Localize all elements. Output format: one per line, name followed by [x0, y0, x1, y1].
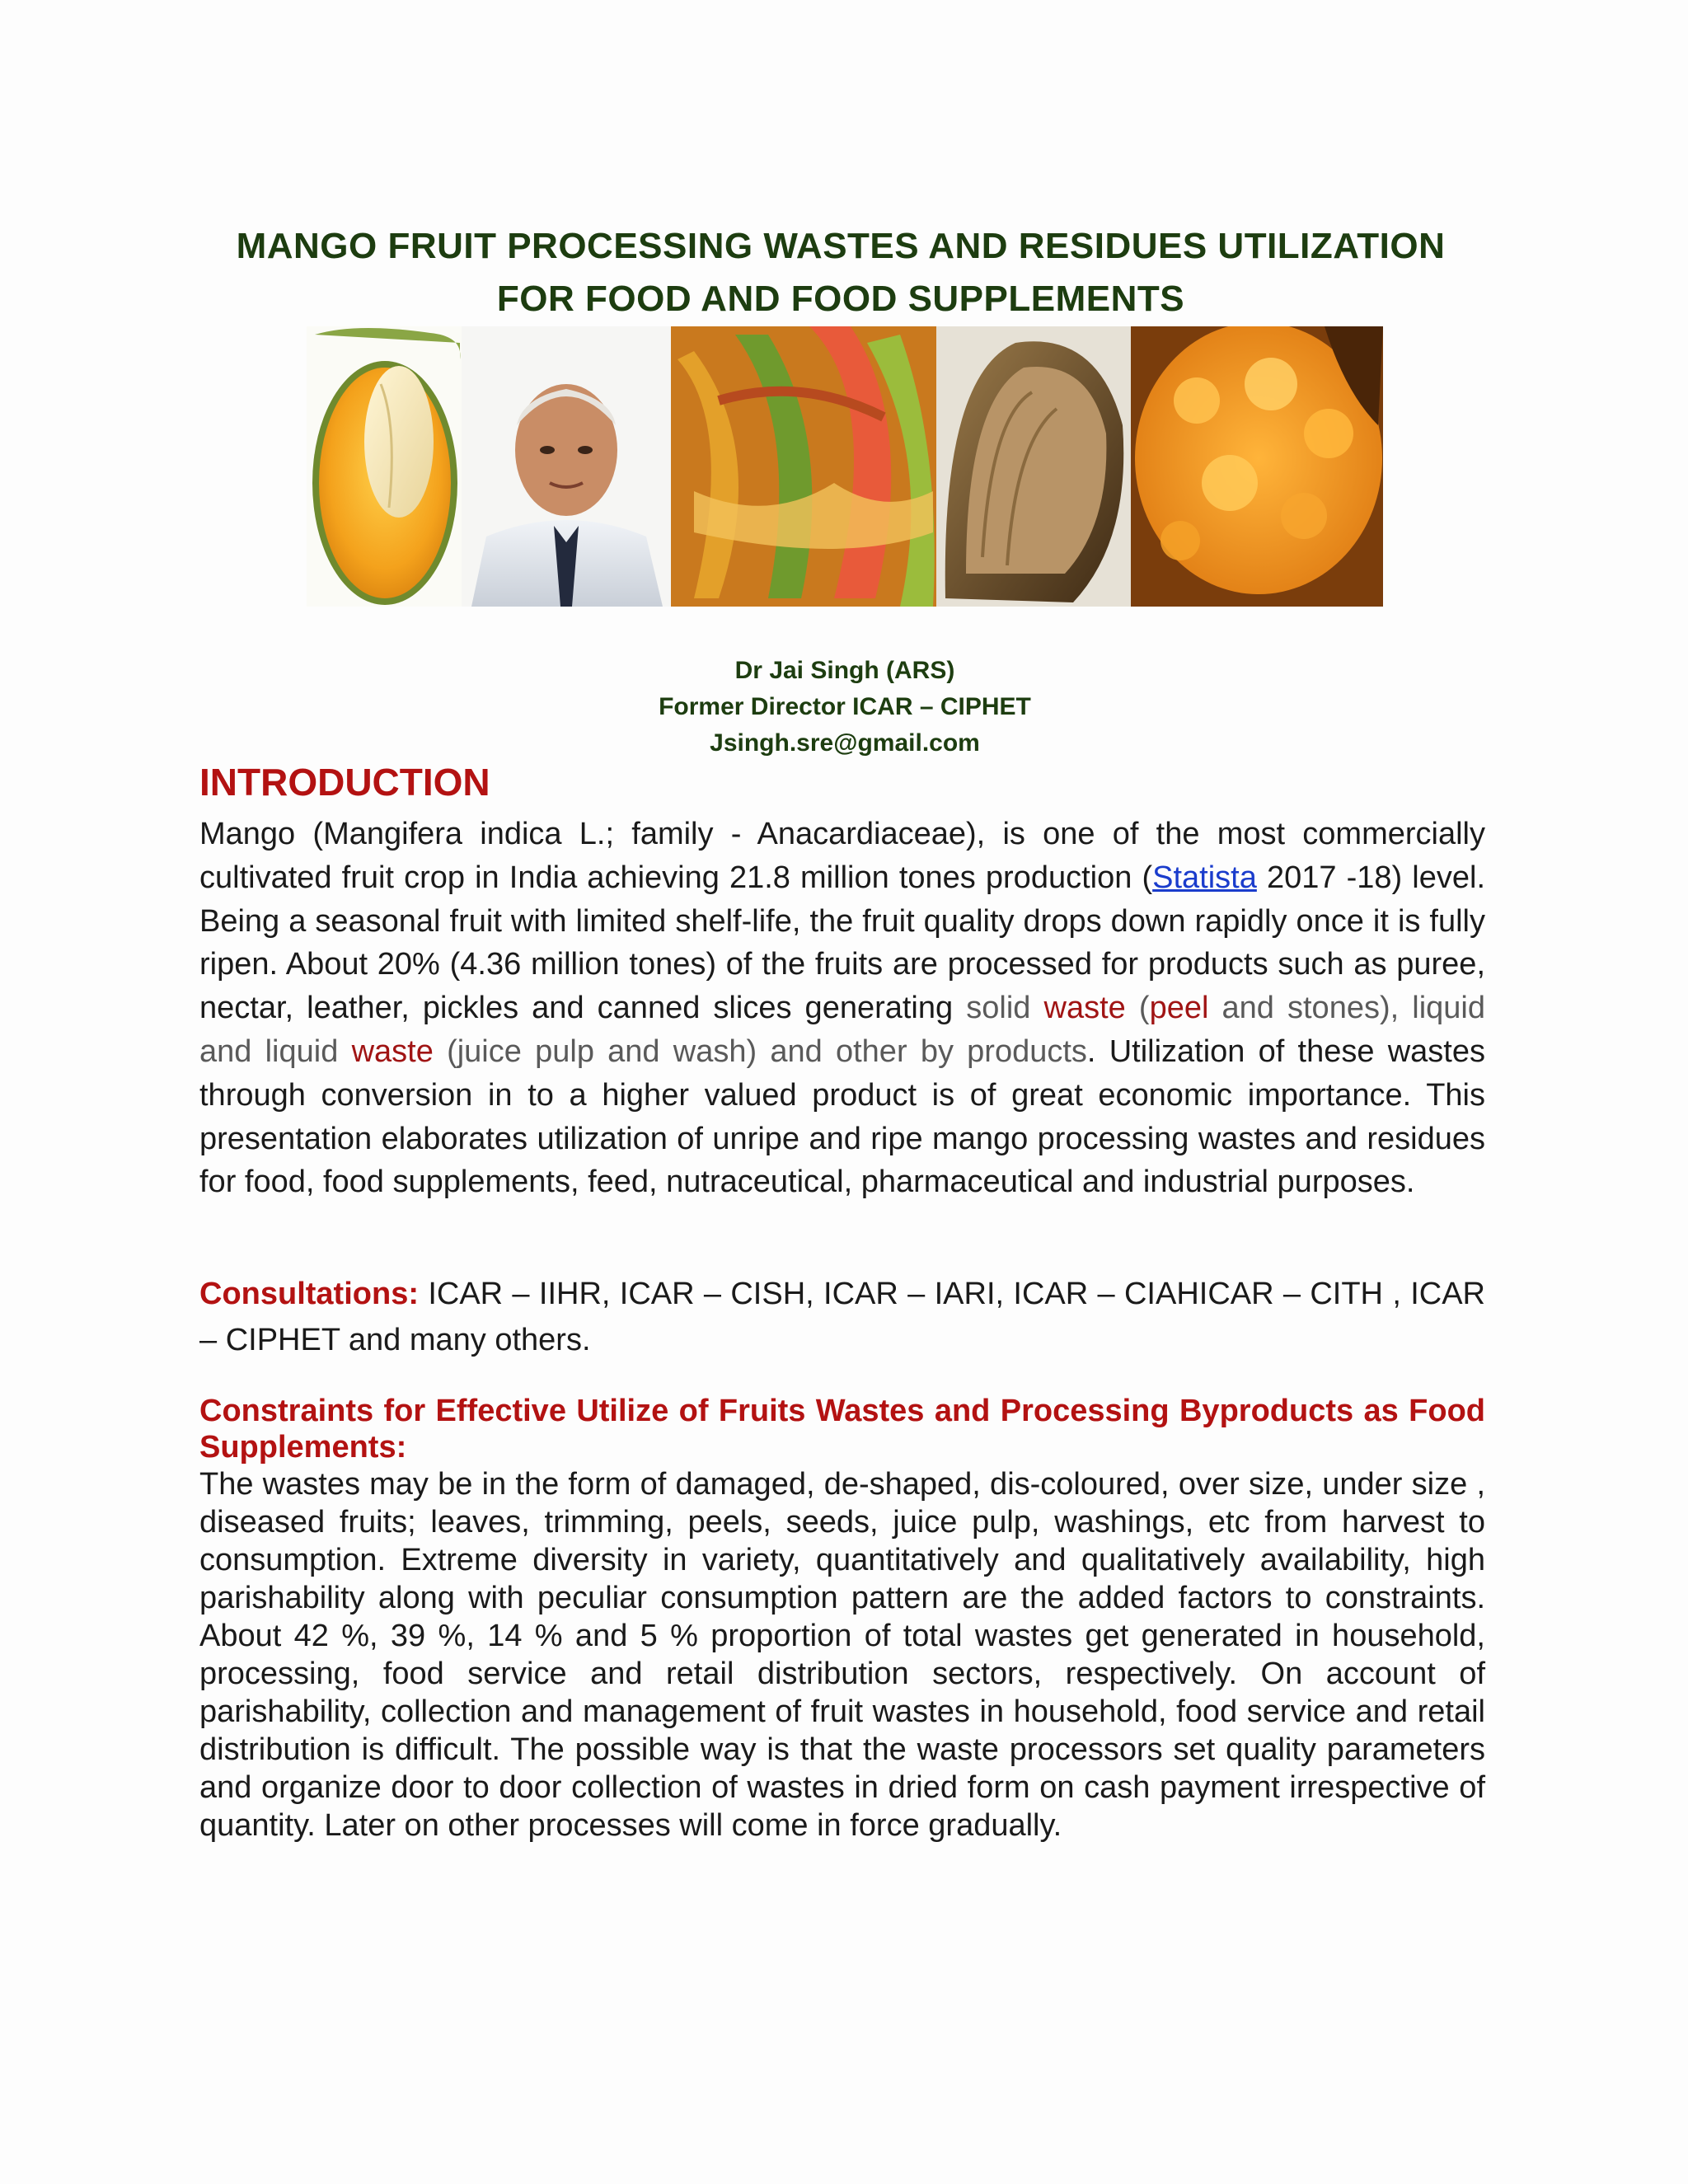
author-email: Jsingh.sre@gmail.com [710, 729, 980, 757]
intro-red-waste-1: waste [1043, 991, 1126, 1026]
intro-grey-1: solid [966, 991, 1044, 1026]
consultations-text: ICAR – IIHR, ICAR – CISH, ICAR – IARI, ICAR – CIAHICAR – CITH , ICAR – CIPHET and many others. [199, 1277, 1485, 1357]
statista-link[interactable]: Statista [1152, 860, 1257, 895]
mango-pulp-image [1131, 326, 1383, 607]
author-role: Former Director ICAR – CIPHET [659, 693, 1031, 720]
intro-red-waste-2: waste [351, 1033, 434, 1069]
constraints-paragraph: The wastes may be in the form of damaged, de-shaped, dis-coloured, over size, under size , diseased fruits; leaves, trimming, peels, seeds, juice pulp, washings, etc from harvest to consumption. Extreme diversity in variety, quantitatively and qualitatively availability, high parishability along with peculiar consumption pattern are the added factors to constraints. About 42 %, 39 %, 14 % and 5 % proportion of total wastes get generated in household, processing, food service and retail distribution sectors, respectively. On account of parishability, collection and management of fruit wastes in household, food service and retail distribution is difficult. The possible way is that the waste processors set quality parameters and organize door to door collection of wastes in dried form on cash payment irrespective of quantity. Later on other processes will come in force gradually. [199, 1467, 1485, 1843]
intro-grey-4: (juice pulp and wash) and other by products [433, 1033, 1087, 1069]
intro-text-1: Mango (Mangifera indica L.; family - Anacardiaceae), is one of the most commercially cultivated fruit crop in India achieving 21.8 million tones production ( [199, 817, 1485, 895]
intro-text-2: 2017 -18) level. Being a seasonal fruit with limited shelf-life, the fruit quality drops down rapidly once it is fully ripen. About 20% (4.36 million tones) of the fruits are processed for products such as puree, nectar, leather, pickles and canned slices generating [199, 860, 1485, 1026]
consultations-label: Consultations: [199, 1277, 419, 1311]
intro-grey-2: ( [1125, 991, 1150, 1026]
author-portrait-image [462, 326, 671, 607]
photo-strip [307, 326, 1383, 607]
title-line-1: MANGO FRUIT PROCESSING WASTES AND RESIDUES UTILIZATION [236, 226, 1446, 267]
intro-red-peel: peel [1149, 991, 1209, 1026]
mango-peels-image [671, 326, 936, 607]
document-title [198, 220, 1484, 326]
introduction-paragraph [199, 813, 1485, 1204]
mango-kernel-image [936, 326, 1131, 607]
introduction-heading: INTRODUCTION [199, 761, 490, 804]
author-block [528, 653, 1162, 762]
consultations-paragraph [199, 1271, 1485, 1363]
constraints-heading: Constraints for Effective Utilize of Fruits Wastes and Processing Byproducts as Food Supplements: [199, 1394, 1485, 1465]
intro-grey-3: and stones), liquid and liquid [199, 991, 1486, 1069]
title-line-2: FOR FOOD AND FOOD SUPPLEMENTS [496, 279, 1185, 320]
intro-text-3: . Utilization of these wastes through conversion in to a higher valued product is of great economic importance. This presentation elaborates utilization of unripe and ripe mango processing wastes and residues for food, food supplements, feed, nutraceutical, pharmaceutical and industrial purposes. [199, 1033, 1485, 1200]
author-name: Dr Jai Singh (ARS) [734, 657, 955, 684]
mango-halved-image [307, 326, 462, 607]
